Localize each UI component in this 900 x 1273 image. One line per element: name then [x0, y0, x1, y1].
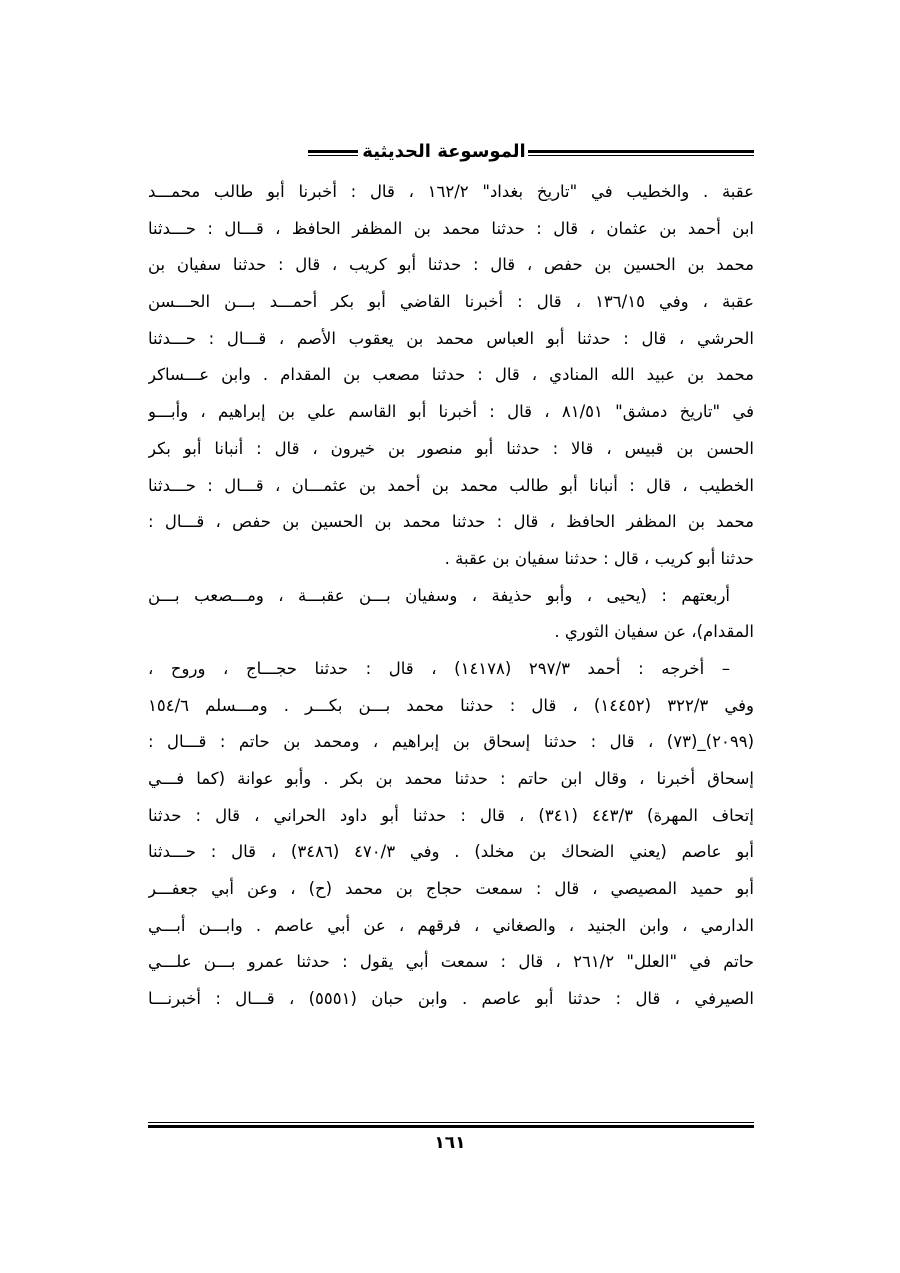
text-line: محمد بن عبيد الله المنادي ، قال : حدثنا مصعب بن المقدام . وابن عـــساكر [148, 365, 754, 385]
page-number: ١٦١ [434, 1133, 466, 1153]
text-line: المقدام)، عن سفيان الثوري . [554, 622, 754, 642]
text-line: (٢٠٩٩)_(٧٣) ، قال : حدثنا إسحاق بن إبراهيم ، ومحمد بن حاتم : قـــال : [148, 732, 754, 752]
text-line: في "تاريخ دمشق" ٨١/٥١ ، قال : أخبرنا أبو القاسم علي بن إبراهيم ، وأبـــو [148, 402, 754, 422]
text-line: الحرشي ، قال : حدثنا أبو العباس محمد بن يعقوب الأصم ، قـــال : حـــدثنا [148, 328, 754, 348]
text-line: عقبة . والخطيب في "تاريخ بغداد" ١٦٢/٢ ، قال : أخبرنا أبو طالب محمـــد [148, 182, 754, 201]
text-line: حاتم في "العلل" ٢٦١/٢ ، قال : سمعت أبي يقول : حدثنا عمرو بـــن علـــي [148, 952, 754, 972]
page-header [148, 142, 754, 176]
footer-rule [148, 1122, 754, 1128]
header-rule-left [308, 150, 358, 156]
text-line: الحسن بن قبيس ، قالا : حدثنا أبو منصور بن خيرون ، قال : أنبانا أبو بكر [148, 438, 754, 458]
text-line: أربعتهم : (يحيى ، وأبو حذيفة ، وسفيان بـــن عقبـــة ، ومـــصعب بـــن [148, 585, 730, 605]
text-line: محمد بن الحسين بن حفص ، قال : حدثنا أبو كريب ، قال : حدثنا سفيان بن [148, 255, 754, 275]
text-line: الصيرفي ، قال : حدثنا أبو عاصم . وابن حبان (٥٥٥١) ، قـــال : أخبرنـــا [148, 989, 754, 1009]
text-line: محمد بن المظفر الحافظ ، قال : حدثنا محمد بن الحسين بن حفص ، قـــال : [148, 512, 754, 532]
text-line: الدارمي ، وابن الجنيد ، والصغاني ، فرقهم ، عن أبي عاصم . وابـــن أبـــي [148, 915, 754, 935]
text-line: الخطيب ، قال : أنبانا أبو طالب محمد بن أحمد بن عثمـــان ، قـــال : حـــدثنا [148, 475, 754, 495]
text-line: ابن أحمد بن عثمان ، قال : حدثنا محمد بن المظفر الحافظ ، قـــال : حـــدثنا [148, 218, 754, 238]
text-line: إسحاق أخبرنا ، وقال ابن حاتم : حدثنا محمد بن بكر . وأبو عوانة (كما فـــي [148, 769, 754, 788]
text-line: إتحاف المهرة) ٤٤٣/٣ (٣٤١) ، قال : حدثنا أبو داود الحراني ، قال : حدثنا [148, 805, 754, 825]
text-line: حدثنا أبو كريب ، قال : حدثنا سفيان بن عقبة . [444, 548, 754, 568]
text-line: أبو عاصم (يعني الضحاك بن مخلد) . وفي ٤٧٠/٣ (٣٤٨٦) ، قال : حـــدثنا [148, 842, 754, 862]
text-line: عقبة ، وفي ١٣٦/١٥ ، قال : أخبرنا القاضي أبو بكر أحمـــد بـــن الحـــسن [148, 292, 754, 312]
header-title: الموسوعة الحديثية [362, 141, 526, 162]
text-line: – أخرجه : أحمد ٢٩٧/٣ (١٤١٧٨) ، قال : حدثنا حجـــاج ، وروح ، [148, 658, 730, 678]
text-line: وفي ٣٢٢/٣ (١٤٤٥٢) ، قال : حدثنا محمد بـــن بكـــر . ومـــسلم ١٥٤/٦ [148, 695, 754, 715]
header-rule-right [528, 150, 754, 156]
body-text [148, 174, 754, 1018]
text-line: أبو حميد المصيصي ، قال : سمعت حجاج بن محمد (ح) ، وعن أبي جعفـــر [148, 879, 754, 899]
